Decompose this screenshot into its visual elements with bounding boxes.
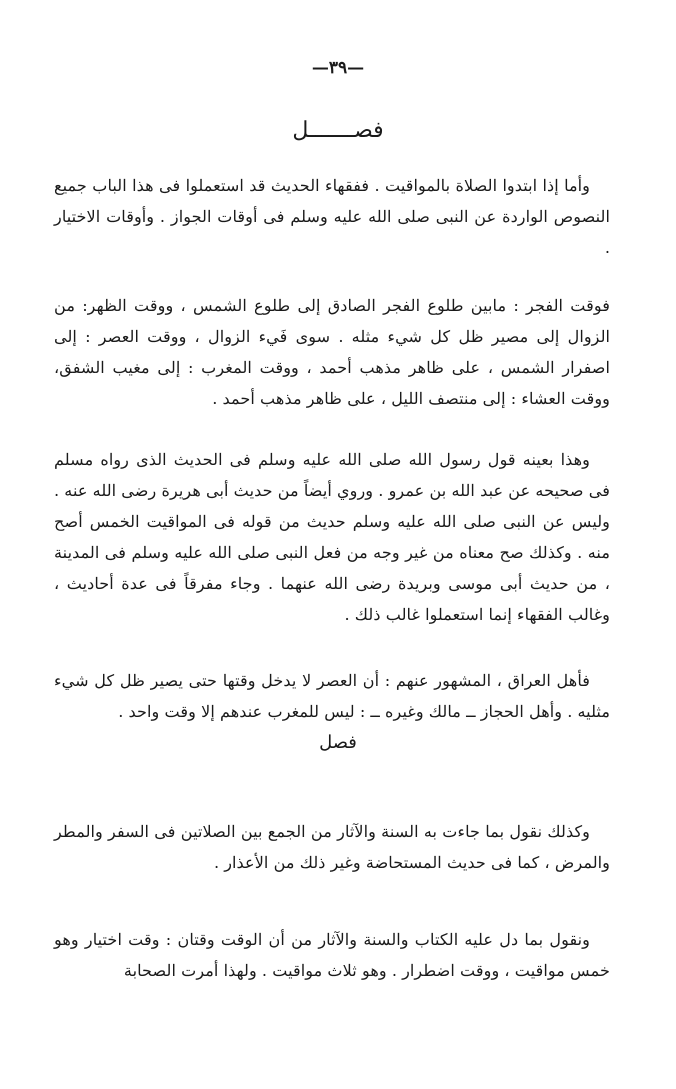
- section-heading: فصـــــــل: [292, 118, 384, 143]
- paragraph-5: وكذلك نقول بما جاءت به السنة والآثار من الجمع بين الصلاتين فى السفر والمطر والمرض ، كما فى حديث المستحاضة وغير ذلك من الأعذار .: [54, 822, 610, 872]
- paragraph-1: وأما إذا ابتدوا الصلاة بالمواقيت . ففقهاء الحديث قد استعملوا فى هذا الباب جميع النصوص الواردة عن النبى صلى الله عليه وسلم فى أوقات الجواز . وأوقات الاختيار .: [54, 176, 610, 257]
- paragraph-4: فأهل العراق ، المشهور عنهم : أن العصر لا يدخل وقتها حتى يصير ظل كل شيء مثليه . وأهل الحجاز ــ مالك وغيره ــ : ليس للمغرب عندهم إلا وقت واحد .: [54, 671, 610, 721]
- paragraph-2: فوقت الفجر : مابين طلوع الفجر الصادق إلى طلوع الشمس ، ووقت الظهر: من الزوال إلى مصير ظل كل شيء مثله . سوى فَيء الزوال ، ووقت العصر : إلى اصفرار الشمس ، على ظاهر مذهب أحمد ، ووقت المغرب : إلى مغيب الشفق، ووقت العشاء : إلى منتصف الليل ، على ظاهر مذهب أحمد .: [54, 296, 610, 408]
- page-number: —٣٩—: [311, 58, 365, 78]
- paragraph-6: ونقول بما دل عليه الكتاب والسنة والآثار من أن الوقت وقتان : وقت اختيار وهو خمس مواقيت ، ووقت اضطرار . وهو ثلاث مواقيت . ولهذا أمرت الصحابة: [54, 930, 610, 980]
- section-heading-2: فصل: [319, 732, 357, 753]
- paragraph-3: وهذا بعينه قول رسول الله صلى الله عليه وسلم فى الحديث الذى رواه مسلم فى صحيحه عن عبد الله بن عمرو . وروي أيضاً من حديث أبى هريرة رضى الله عنه . وليس عن النبى صلى الله عليه وسلم حديث من قوله فى المواقيت الخمس أصح منه . وكذلك صح معناه من غير وجه من فعل النبى صلى الله عليه وسلم فى المدينة ، من حديث أبى موسى وبريدة رضى الله عنهما . وجاء مفرقاً فى عدة أحاديث ، وغالب الفقهاء إنما استعملوا غالب ذلك .: [54, 450, 610, 624]
